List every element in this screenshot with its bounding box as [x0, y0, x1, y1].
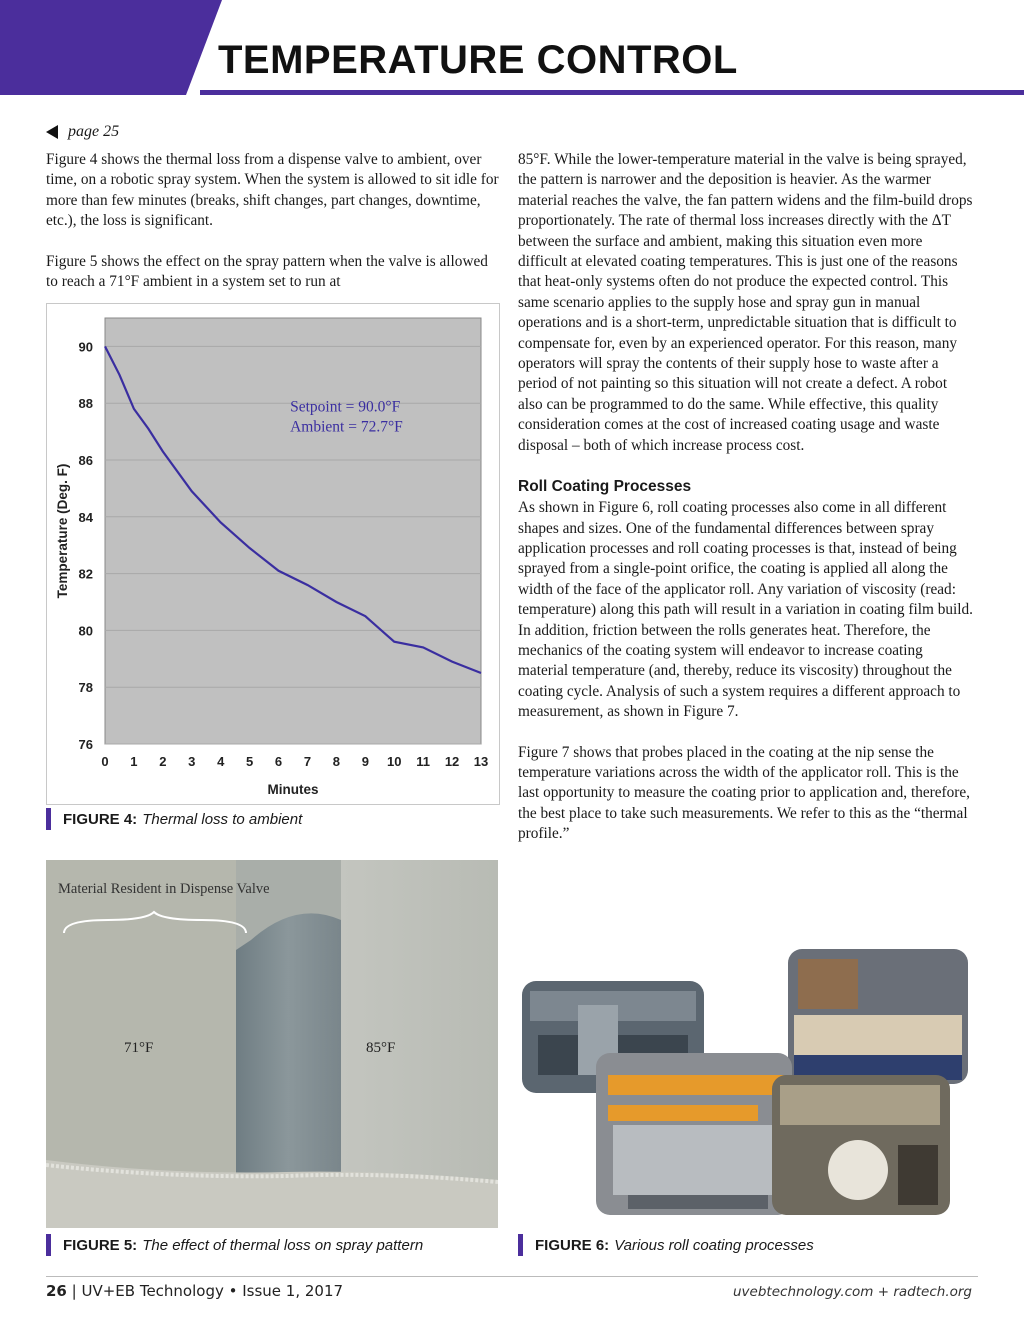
- x-tick-label: 6: [274, 754, 283, 769]
- roll-coating-photos: [518, 945, 974, 1225]
- footer-websites[interactable]: uvebtechnology.com + radtech.org: [733, 1284, 972, 1300]
- figure-4-caption: [46, 808, 302, 830]
- factory-photo-2: [788, 949, 968, 1084]
- x-tick-label: 10: [386, 754, 402, 769]
- page-number: 26: [46, 1282, 67, 1300]
- header-banner: [0, 0, 1024, 100]
- paragraph: Figure 7 shows that probes placed in the coating at the nip sense the temperature variations across the width of the applicator roll. This is the last opportunity to measure the coating prior to application and, therefore, the best place to take such measurements. We refer to this as the “thermal profile.”: [518, 743, 970, 843]
- y-tick-label: 84: [78, 509, 93, 525]
- figure-caption-text: Thermal loss to ambient: [142, 810, 303, 828]
- figure-caption-text: Various roll coating processes: [614, 1236, 814, 1254]
- left-temp-label: 71°F: [124, 1040, 154, 1056]
- photo-label: Material Resident in Dispense Valve: [58, 881, 270, 897]
- x-tick-label: 7: [303, 754, 312, 769]
- paragraph: 85°F. While the lower-temperature material in the valve is being sprayed, the pattern is narrower and the deposition is heavier. As the warmer material reaches the valve, the fan pattern widens and the film-build drops proportionately. The rate of thermal loss increases directly with the ΔT between the surface and ambient, making this situation even more difficult at elevated coating temperatures. This is just one of the reasons that heat-only systems often do not produce the expected control. This same scenario applies to the supply hose and spray gun in manual operations and is a short-term, unpredictable situation that is difficult to compensate for, even by an experienced operator. For this reason, many operators will spray the contents of their supply hose to waste after a period of not painting so this situation will not create a defect. A robot also can be programmed to do the same. While effective, this quality consideration comes at the cost of increased coating usage and waste disposal – both of which increase process cost.: [518, 151, 973, 454]
- y-tick-label: 76: [78, 737, 93, 752]
- x-tick-label: 0: [101, 754, 109, 769]
- footer-publication: [46, 1282, 343, 1300]
- x-tick-label: 12: [444, 754, 460, 769]
- x-tick-label: 8: [332, 754, 341, 769]
- figure-6-caption: [518, 1234, 814, 1256]
- figure-5-caption: [46, 1234, 423, 1256]
- figure-6-collage: [518, 945, 974, 1225]
- continued-page-label: page 25: [68, 123, 120, 140]
- paragraph: Figure 4 shows the thermal loss from a dispense valve to ambient, over time, on a robotic spray system. When the system is allowed to sit idle for more than few minutes (breaks, shift changes, part changes, downtime, etc.), the loss is significant.: [46, 151, 499, 230]
- x-tick-label: 2: [159, 754, 167, 769]
- caption-bar: [46, 1234, 51, 1256]
- publication-name: UV+EB Technology • Issue 1, 2017: [81, 1282, 344, 1300]
- section-heading: Roll Coating Processes: [518, 478, 692, 496]
- right-temp-label: 85°F: [366, 1040, 396, 1056]
- right-column: [518, 150, 974, 845]
- chart-annotation: Setpoint = 90.0°F: [290, 398, 401, 416]
- back-arrow-icon: [46, 125, 58, 139]
- x-tick-label: 9: [361, 754, 369, 769]
- y-tick-label: 78: [78, 680, 93, 696]
- continued-from[interactable]: [46, 123, 119, 141]
- paragraph: As shown in Figure 6, roll coating processes also come in all different shapes and sizes. One of the fundamental differences between spray application processes and roll coating processes is that, instead of being sprayed from a single-point orifice, the coating is applied all along the width of the face of the applicator roll. Any variation of viscosity (read: temperature) along this path will result in a variation in coating film build. In addition, friction between the rolls generates heat. Therefore, the mechanics of the coating system will endeavor to increase coating material temperature (and, thereby, reduce its viscosity) throughout the coating cycle. Analysis of such a system requires a different approach to measurement, as shown in Figure 7.: [518, 499, 973, 721]
- figure-5-photo: [46, 860, 498, 1228]
- y-axis-label: Temperature (Deg. F): [55, 463, 70, 599]
- x-tick-label: 4: [217, 754, 225, 769]
- x-tick-label: 1: [130, 754, 138, 769]
- left-column: [46, 150, 501, 292]
- x-tick-label: 5: [245, 754, 254, 769]
- x-tick-label: 3: [188, 754, 196, 769]
- y-tick-label: 86: [78, 453, 93, 468]
- footer-rule: [46, 1276, 978, 1277]
- figure-label: FIGURE 5:: [63, 1236, 138, 1254]
- figure-4-chart: [46, 303, 500, 805]
- figure-label: FIGURE 4:: [63, 810, 138, 828]
- y-tick-label: 88: [78, 396, 93, 412]
- caption-bar: [46, 808, 51, 830]
- thermal-loss-chart: [47, 304, 499, 804]
- y-tick-label: 80: [78, 623, 93, 639]
- x-tick-label: 11: [416, 754, 431, 769]
- spray-pattern-photo: [46, 860, 498, 1228]
- plot-area: [105, 318, 481, 744]
- x-tick-label: 13: [473, 754, 489, 769]
- page-title: TEMPERATURE CONTROL: [218, 38, 738, 82]
- factory-photo-3: [596, 1053, 792, 1215]
- footer-separator: |: [71, 1282, 82, 1300]
- y-tick-label: 90: [78, 339, 93, 355]
- caption-bar: [518, 1234, 523, 1256]
- x-axis-label: Minutes: [267, 782, 319, 797]
- y-tick-label: 82: [78, 566, 93, 582]
- factory-photo-4: [772, 1075, 950, 1215]
- figure-caption-text: The effect of thermal loss on spray pattern: [142, 1236, 424, 1254]
- figure-label: FIGURE 6:: [535, 1236, 610, 1254]
- chart-annotation: Ambient = 72.7°F: [290, 418, 403, 436]
- paragraph: Figure 5 shows the effect on the spray pattern when the valve is allowed to reach a 71°F ambient in a system set to run at: [46, 252, 488, 291]
